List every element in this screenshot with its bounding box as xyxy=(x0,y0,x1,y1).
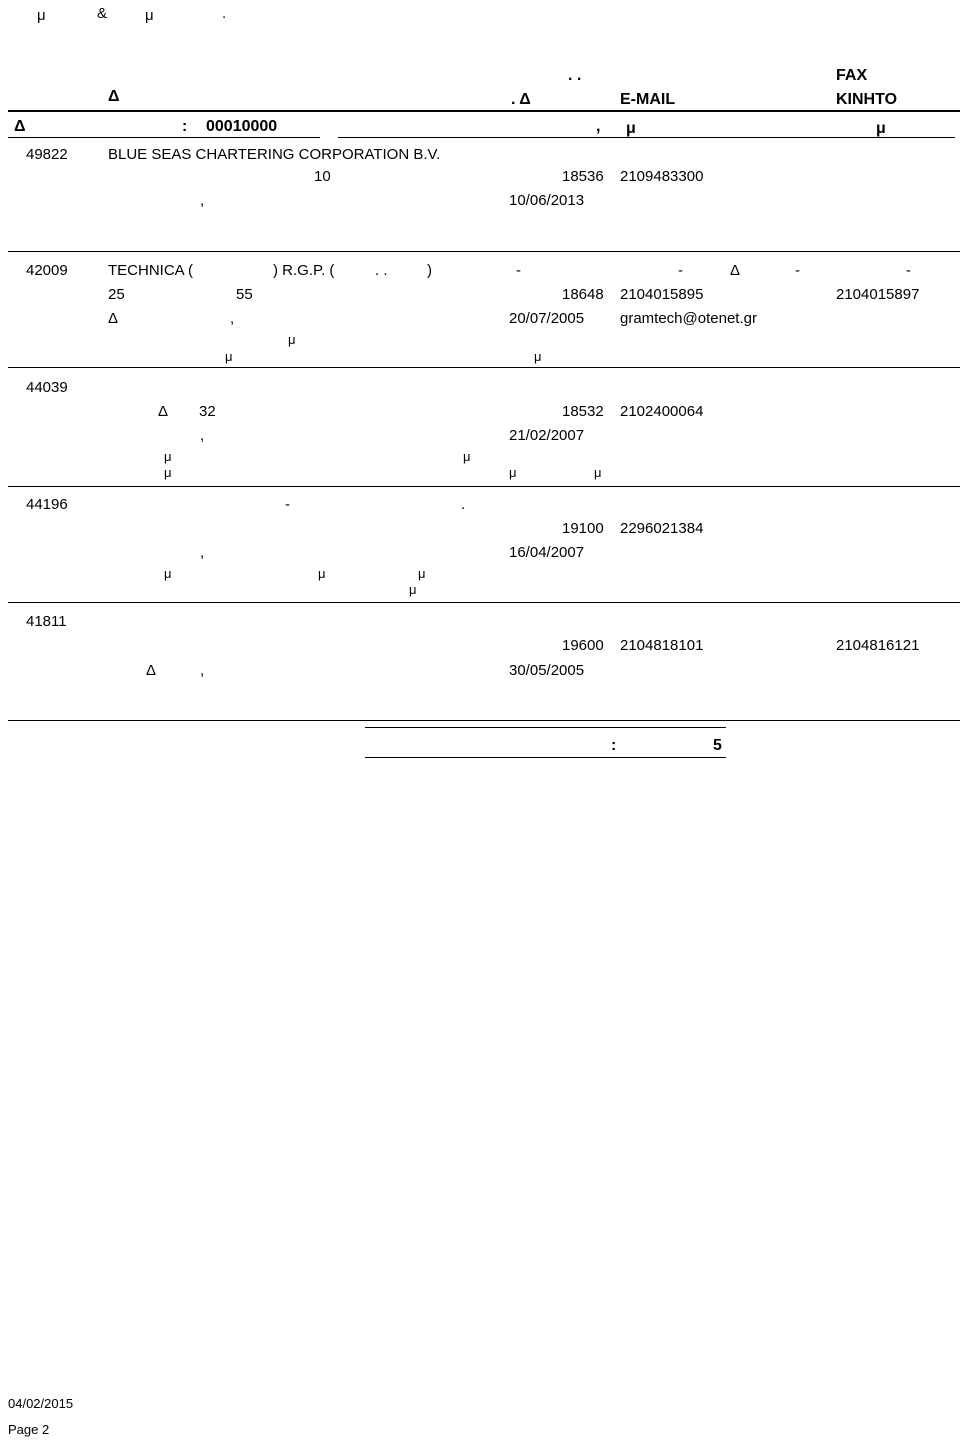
header-dots: . . xyxy=(568,67,582,84)
header-dot-delta: . Δ xyxy=(511,91,531,108)
record-delta: Δ xyxy=(108,310,119,327)
record-comma: , xyxy=(200,192,205,209)
total-underline xyxy=(365,757,726,758)
record-date: 30/05/2005 xyxy=(509,662,585,679)
record-dots: . . xyxy=(375,262,388,279)
record-dash: - xyxy=(516,262,521,279)
record-date: 16/04/2007 xyxy=(509,544,585,561)
header-delta: Δ xyxy=(108,88,120,105)
record-zip: 19100 xyxy=(562,520,604,537)
record-number: 55 xyxy=(236,286,253,303)
header-email: E-MAIL xyxy=(620,91,676,108)
header-divider xyxy=(8,110,960,112)
title-fragment: & xyxy=(97,5,108,22)
record-zip: 18532 xyxy=(562,403,604,420)
record-id: 44039 xyxy=(26,379,68,396)
group-underline xyxy=(8,137,320,138)
record-number: 25 xyxy=(108,286,125,303)
title-fragment: . xyxy=(222,5,227,22)
record-phone: 2104818101 xyxy=(620,637,704,654)
record-dot: . xyxy=(461,496,466,513)
record-phone: 2296021384 xyxy=(620,520,704,537)
record-fax: 2104816121 xyxy=(836,637,920,654)
record-dash: - xyxy=(285,496,290,513)
record-mu: μ xyxy=(318,566,326,581)
group-mu: μ xyxy=(626,120,636,137)
record-paren: ) xyxy=(427,262,432,279)
record-mu: μ xyxy=(225,349,233,364)
record-delta: Δ xyxy=(146,662,157,679)
title-fragment: μ xyxy=(37,7,46,24)
group-delta: Δ xyxy=(14,118,26,135)
record-mu: μ xyxy=(418,566,426,581)
record-name: TECHNICA ( xyxy=(108,262,194,279)
group-code: 00010000 xyxy=(206,118,278,135)
record-dash: - xyxy=(906,262,911,279)
record-comma: , xyxy=(200,544,205,561)
record-mu: μ xyxy=(534,349,542,364)
record-comma: , xyxy=(200,427,205,444)
record-delta: Δ xyxy=(730,262,741,279)
record-mu: μ xyxy=(288,332,296,347)
record-divider xyxy=(8,251,960,252)
group-underline xyxy=(338,137,955,138)
record-divider xyxy=(8,720,960,721)
record-mu: μ xyxy=(164,465,172,480)
header-fax: FAX xyxy=(836,67,868,84)
record-zip: 19600 xyxy=(562,637,604,654)
record-mu: μ xyxy=(463,449,471,464)
header-mobile: ΚΙΝΗΤΟ xyxy=(836,91,898,108)
record-id: 42009 xyxy=(26,262,68,279)
record-id: 41811 xyxy=(26,613,67,630)
record-dash: - xyxy=(795,262,800,279)
record-name-cont: ) R.G.P. ( xyxy=(273,262,335,279)
total-colon: : xyxy=(611,737,617,754)
record-delta: Δ xyxy=(158,403,169,420)
record-zip: 18648 xyxy=(562,286,604,303)
record-mu: μ xyxy=(509,465,517,480)
record-date: 21/02/2007 xyxy=(509,427,585,444)
record-divider xyxy=(8,367,960,368)
record-mu: μ xyxy=(164,449,172,464)
record-address-number: 10 xyxy=(314,168,331,185)
record-dash: - xyxy=(678,262,683,279)
record-comma: , xyxy=(230,310,235,327)
record-phone: 2109483300 xyxy=(620,168,704,185)
record-phone: 2104015895 xyxy=(620,286,704,303)
total-count: 5 xyxy=(713,737,722,754)
total-overline xyxy=(365,727,726,728)
group-comma: , xyxy=(596,118,601,135)
record-zip: 18536 xyxy=(562,168,604,185)
record-email[interactable]: gramtech@otenet.gr xyxy=(620,310,757,327)
record-mu: μ xyxy=(594,465,602,480)
record-mu: μ xyxy=(409,582,417,597)
record-divider xyxy=(8,486,960,487)
title-fragment: μ xyxy=(145,7,154,24)
record-date: 20/07/2005 xyxy=(509,310,585,327)
group-mu: μ xyxy=(876,120,886,137)
group-colon: : xyxy=(182,118,188,135)
record-id: 44196 xyxy=(26,496,68,513)
record-phone: 2102400064 xyxy=(620,403,704,420)
record-name: BLUE SEAS CHARTERING CORPORATION B.V. xyxy=(108,146,441,163)
record-mu: μ xyxy=(164,566,172,581)
record-id: 49822 xyxy=(26,146,68,163)
footer-date: 04/02/2015 xyxy=(8,1396,74,1411)
record-date: 10/06/2013 xyxy=(509,192,585,209)
record-comma: , xyxy=(200,662,205,679)
record-number: 32 xyxy=(199,403,216,420)
record-fax: 2104015897 xyxy=(836,286,920,303)
record-divider xyxy=(8,602,960,603)
footer-page-number: Page 2 xyxy=(8,1422,50,1437)
